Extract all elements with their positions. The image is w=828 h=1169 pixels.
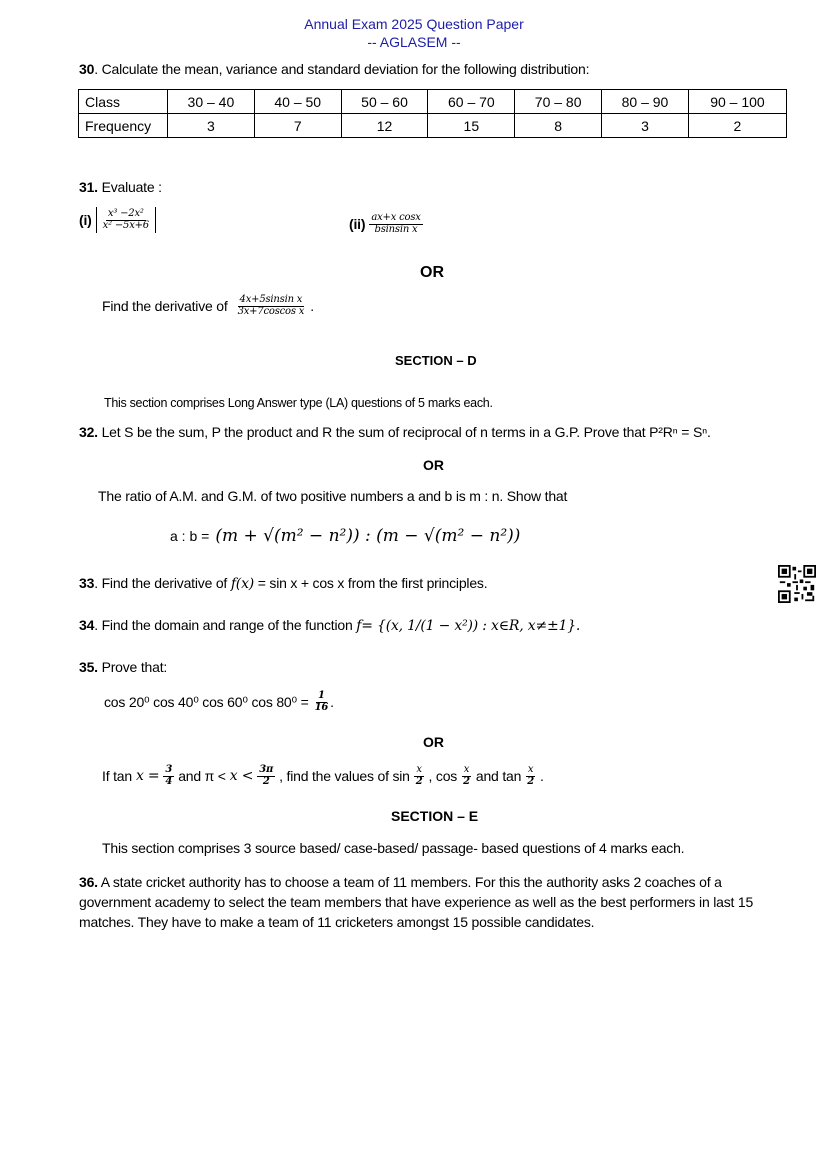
question-number: 30 — [79, 61, 95, 77]
question-line: matches. They have to make a team of 11 cricketers amongst 15 possible candidates. — [79, 914, 595, 930]
distribution-table — [78, 89, 787, 138]
bracket-expression — [96, 207, 156, 233]
q31-part-i — [79, 207, 156, 233]
fraction-numerator: 1 — [317, 690, 325, 701]
fraction-denominator: 2 — [415, 775, 423, 787]
formula-lhs: a : b = — [170, 528, 210, 544]
question-text-rest: = sin x + cos x from the first principles. — [257, 575, 488, 591]
q35-alternative — [102, 765, 544, 787]
table-cell: 30 – 40 — [168, 90, 255, 114]
q35-identity — [104, 691, 334, 713]
part-label: (i) — [79, 212, 92, 228]
table-cell: 40 – 50 — [254, 90, 341, 114]
question-33 — [79, 575, 487, 592]
section-d-title: SECTION – D — [395, 353, 477, 368]
fraction — [257, 765, 275, 787]
fraction-denominator: 2 — [527, 775, 534, 787]
question-text: Prove that: — [97, 659, 168, 675]
section-e-title: SECTION – E — [391, 808, 479, 824]
alt-text-h: . — [539, 768, 544, 784]
question-text: Let S be the sum, P the product and R the sum of reciprocal of n terms in a G.P. Prove that P²Rⁿ = Sⁿ. — [97, 424, 711, 440]
or-divider: OR — [423, 734, 444, 750]
table-cell: 3 — [602, 114, 689, 138]
q31-part-ii — [349, 213, 423, 235]
function-definition-set: = {(x, 1/(1 − x²)) : x∈R, x≠±1}. — [361, 618, 581, 634]
fraction-denominator: 16 — [314, 701, 329, 713]
question-34 — [79, 617, 580, 634]
fraction-numerator: x — [463, 764, 470, 775]
question-30 — [79, 61, 589, 77]
section-e-description: This section comprises 3 source based/ case-based/ passage- based questions of 4 marks each. — [102, 840, 685, 856]
or-divider: OR — [420, 264, 444, 281]
question-text: . Find the derivative of — [94, 575, 228, 591]
question-text: Find the derivative of — [102, 298, 228, 314]
fraction-numerator: x³ −2x² — [107, 208, 144, 219]
fraction-denominator: 2 — [463, 775, 470, 787]
question-text: Evaluate : — [97, 179, 162, 195]
period: . — [310, 298, 314, 314]
table-cell: 7 — [254, 114, 341, 138]
alt-text-b: x = — [135, 768, 160, 784]
question-number: 34 — [79, 617, 95, 633]
exam-header-title: Annual Exam 2025 Question Paper — [304, 16, 524, 32]
question-text: A state cricket authority has to choose a team of 11 members. For this the authority asks 2 coaches of a — [97, 874, 722, 890]
table-cell: Class — [79, 90, 168, 114]
fraction — [236, 295, 307, 317]
table-cell: 90 – 100 — [688, 90, 786, 114]
question-36 — [79, 872, 779, 932]
question-35 — [79, 659, 167, 675]
fraction — [369, 213, 422, 235]
fraction-numerator: 3π — [259, 764, 274, 775]
table-cell: 15 — [428, 114, 515, 138]
alt-text-g: and tan — [475, 768, 522, 784]
question-number: 33 — [79, 575, 95, 591]
q31-alternative — [102, 295, 314, 317]
alt-text-f: , cos — [428, 768, 458, 784]
function-fx: f(x) — [230, 576, 255, 592]
table-cell: 70 – 80 — [515, 90, 602, 114]
section-d-description: This section comprises Long Answer type (LA) questions of 5 marks each. — [104, 396, 493, 410]
fraction — [163, 765, 174, 787]
fraction-numerator: x — [416, 764, 422, 775]
question-line — [79, 872, 779, 892]
table-row — [79, 90, 787, 114]
table-cell: Frequency — [79, 114, 168, 138]
fraction — [101, 209, 151, 231]
part-label: (ii) — [349, 216, 366, 232]
question-number: 35. — [79, 659, 98, 675]
table-cell: 2 — [688, 114, 786, 138]
question-31 — [79, 179, 162, 195]
fraction-denominator: 4 — [165, 775, 173, 787]
question-number: 31. — [79, 179, 98, 195]
fraction-numerator: 3 — [165, 764, 173, 775]
table-cell: 3 — [168, 114, 255, 138]
question-32 — [79, 424, 711, 440]
question-number: 36. — [79, 874, 98, 890]
qr-code-icon — [778, 565, 816, 603]
fraction-numerator: 4x+5sinsin x — [239, 294, 303, 305]
alt-text-e: , find the values of sin — [279, 768, 410, 784]
formula-rhs: (m + √(m² − n²)) : (m − √(m² − n²)) — [215, 526, 521, 546]
fraction — [461, 765, 472, 787]
alt-text-c: and π < — [178, 768, 226, 784]
table-cell: 12 — [341, 114, 428, 138]
question-line: government academy to select the team members that have experience as well as the best performers in last 15 — [79, 894, 754, 910]
fraction — [313, 691, 331, 713]
table-row — [79, 114, 787, 138]
fraction-denominator: 2 — [262, 775, 270, 787]
table-cell: 60 – 70 — [428, 90, 515, 114]
table-cell: 8 — [515, 114, 602, 138]
fraction-denominator: 3x+7coscos x — [237, 305, 305, 317]
alt-text-d: x < — [229, 768, 254, 784]
period: . — [330, 694, 334, 710]
question-text: . Find the domain and range of the function — [94, 617, 353, 633]
question-text: . Calculate the mean, variance and standard deviation for the following distribution: — [94, 61, 590, 77]
q32-alternative-text: The ratio of A.M. and G.M. of two positive numbers a and b is m : n. Show that — [98, 488, 568, 504]
fraction-denominator: x² −5x+6 — [102, 219, 149, 231]
function-f: f — [356, 618, 362, 634]
fraction-numerator: ax+x cosx — [371, 212, 421, 223]
identity-text: cos 20⁰ cos 40⁰ cos 60⁰ cos 80⁰ = — [104, 693, 309, 710]
or-divider: OR — [423, 457, 444, 473]
question-number: 32. — [79, 424, 98, 440]
fraction-numerator: x — [527, 764, 534, 775]
table-cell: 50 – 60 — [341, 90, 428, 114]
fraction — [414, 765, 425, 787]
fraction-denominator: bsinsin x — [374, 223, 418, 235]
alt-text-a: If tan — [102, 768, 132, 784]
exam-header-site: -- AGLASEM -- — [367, 34, 461, 50]
fraction — [525, 765, 536, 787]
q32-formula — [170, 526, 520, 546]
table-cell: 80 – 90 — [602, 90, 689, 114]
